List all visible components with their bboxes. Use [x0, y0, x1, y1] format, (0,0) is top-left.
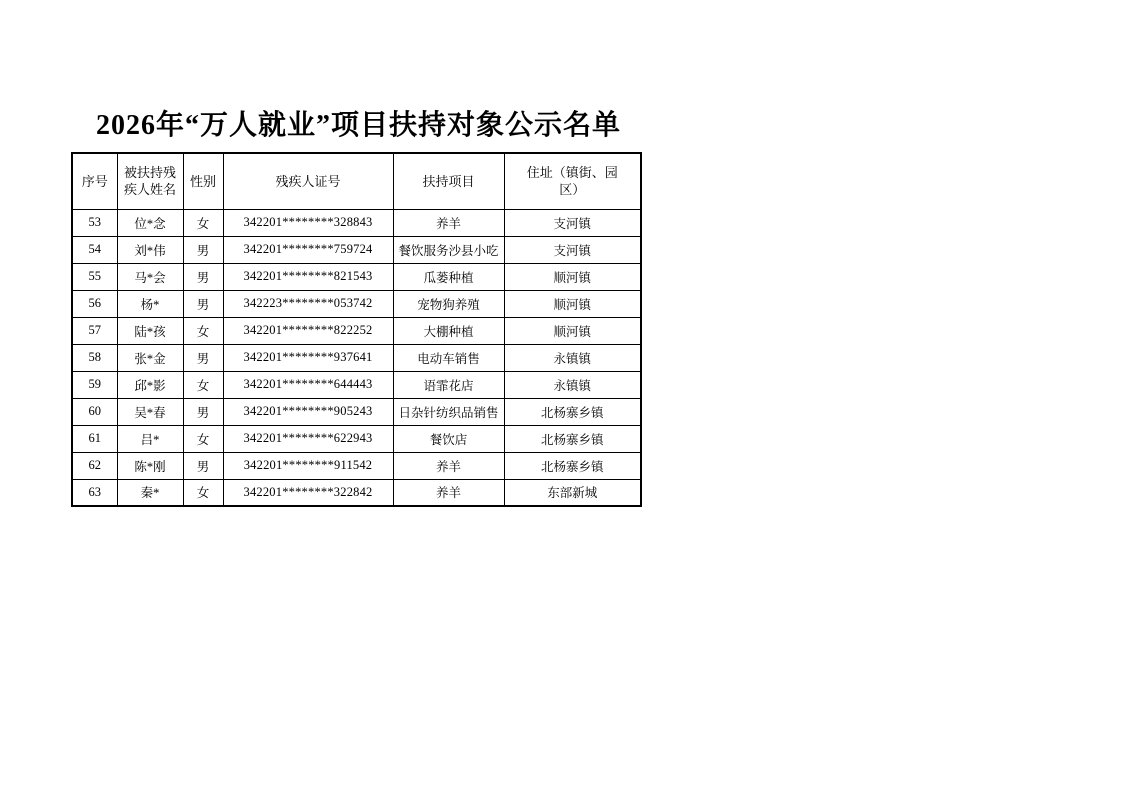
- cell-name: 吴*春: [117, 398, 183, 425]
- cell-id-number: 342201********328843: [223, 209, 393, 236]
- column-header-4: [393, 153, 504, 209]
- cell-gender: 女: [183, 479, 223, 506]
- cell-serial: 56: [72, 290, 117, 317]
- cell-gender: 男: [183, 236, 223, 263]
- table-row: [72, 290, 641, 317]
- column-header-label: 残疾人证号: [275, 174, 341, 190]
- cell-id-number: 342201********322842: [223, 479, 393, 506]
- cell-name: 邱*影: [117, 371, 183, 398]
- cell-name: 陆*孩: [117, 317, 183, 344]
- cell-serial: 62: [72, 452, 117, 479]
- cell-address: 顺河镇: [504, 317, 641, 344]
- cell-name: 马*会: [117, 263, 183, 290]
- cell-name: 陈*刚: [117, 452, 183, 479]
- cell-id-number: 342201********905243: [223, 398, 393, 425]
- table-row: [72, 263, 641, 290]
- cell-project: 养羊: [393, 479, 504, 506]
- cell-address: 顺河镇: [504, 290, 641, 317]
- cell-id-number: 342201********759724: [223, 236, 393, 263]
- table-row: [72, 344, 641, 371]
- cell-project: 瓜蒌种植: [393, 263, 504, 290]
- support-list-table: [71, 152, 642, 507]
- cell-name: 刘*伟: [117, 236, 183, 263]
- cell-address: 永镇镇: [504, 344, 641, 371]
- cell-id-number: 342201********821543: [223, 263, 393, 290]
- cell-gender: 男: [183, 290, 223, 317]
- table-row: [72, 425, 641, 452]
- table-row: [72, 209, 641, 236]
- cell-project: 电动车销售: [393, 344, 504, 371]
- table-row: [72, 452, 641, 479]
- cell-serial: 57: [72, 317, 117, 344]
- cell-address: 北杨寨乡镇: [504, 425, 641, 452]
- cell-name: 吕*: [117, 425, 183, 452]
- column-header-5: [504, 153, 641, 209]
- cell-id-number: 342201********937641: [223, 344, 393, 371]
- column-header-label: 住址（镇街、园区）: [526, 164, 618, 198]
- cell-address: 顺河镇: [504, 263, 641, 290]
- cell-gender: 男: [183, 452, 223, 479]
- column-header-label: 性别: [189, 174, 216, 190]
- cell-project: 养羊: [393, 209, 504, 236]
- cell-name: 位*念: [117, 209, 183, 236]
- cell-id-number: 342201********644443: [223, 371, 393, 398]
- cell-address: 东部新城: [504, 479, 641, 506]
- cell-name: 杨*: [117, 290, 183, 317]
- cell-project: 餐饮店: [393, 425, 504, 452]
- column-header-label: 被扶持残疾人姓名: [123, 164, 176, 198]
- cell-project: 日杂针纺织品销售: [393, 398, 504, 425]
- cell-serial: 54: [72, 236, 117, 263]
- cell-serial: 58: [72, 344, 117, 371]
- table-body: [72, 209, 641, 506]
- cell-id-number: 342201********622943: [223, 425, 393, 452]
- table-head: [72, 153, 641, 209]
- cell-serial: 59: [72, 371, 117, 398]
- cell-gender: 女: [183, 209, 223, 236]
- cell-project: 大棚种植: [393, 317, 504, 344]
- cell-address: 支河镇: [504, 236, 641, 263]
- column-header-label: 扶持项目: [422, 174, 475, 190]
- cell-project: 宠物狗养殖: [393, 290, 504, 317]
- cell-id-number: 342201********822252: [223, 317, 393, 344]
- cell-id-number: 342223********053742: [223, 290, 393, 317]
- table-row: [72, 236, 641, 263]
- column-header-3: [223, 153, 393, 209]
- table-row: [72, 317, 641, 344]
- cell-project: 养羊: [393, 452, 504, 479]
- cell-address: 永镇镇: [504, 371, 641, 398]
- table-row: [72, 398, 641, 425]
- cell-serial: 53: [72, 209, 117, 236]
- cell-gender: 女: [183, 317, 223, 344]
- header-row: [72, 153, 641, 209]
- cell-gender: 男: [183, 263, 223, 290]
- cell-address: 北杨寨乡镇: [504, 452, 641, 479]
- cell-name: 张*金: [117, 344, 183, 371]
- cell-serial: 55: [72, 263, 117, 290]
- cell-gender: 男: [183, 344, 223, 371]
- cell-gender: 男: [183, 398, 223, 425]
- column-header-1: [117, 153, 183, 209]
- table-row: [72, 371, 641, 398]
- cell-serial: 60: [72, 398, 117, 425]
- cell-serial: 61: [72, 425, 117, 452]
- page-title: 2026年“万人就业”项目扶持对象公示名单: [95, 110, 621, 141]
- cell-name: 秦*: [117, 479, 183, 506]
- cell-gender: 女: [183, 371, 223, 398]
- table-row: [72, 479, 641, 506]
- cell-project: 餐饮服务沙县小吃: [393, 236, 504, 263]
- cell-project: 语霏花店: [393, 371, 504, 398]
- cell-gender: 女: [183, 425, 223, 452]
- cell-id-number: 342201********911542: [223, 452, 393, 479]
- column-header-0: [72, 153, 117, 209]
- cell-serial: 63: [72, 479, 117, 506]
- cell-address: 支河镇: [504, 209, 641, 236]
- column-header-label: 序号: [81, 174, 108, 190]
- column-header-2: [183, 153, 223, 209]
- cell-address: 北杨寨乡镇: [504, 398, 641, 425]
